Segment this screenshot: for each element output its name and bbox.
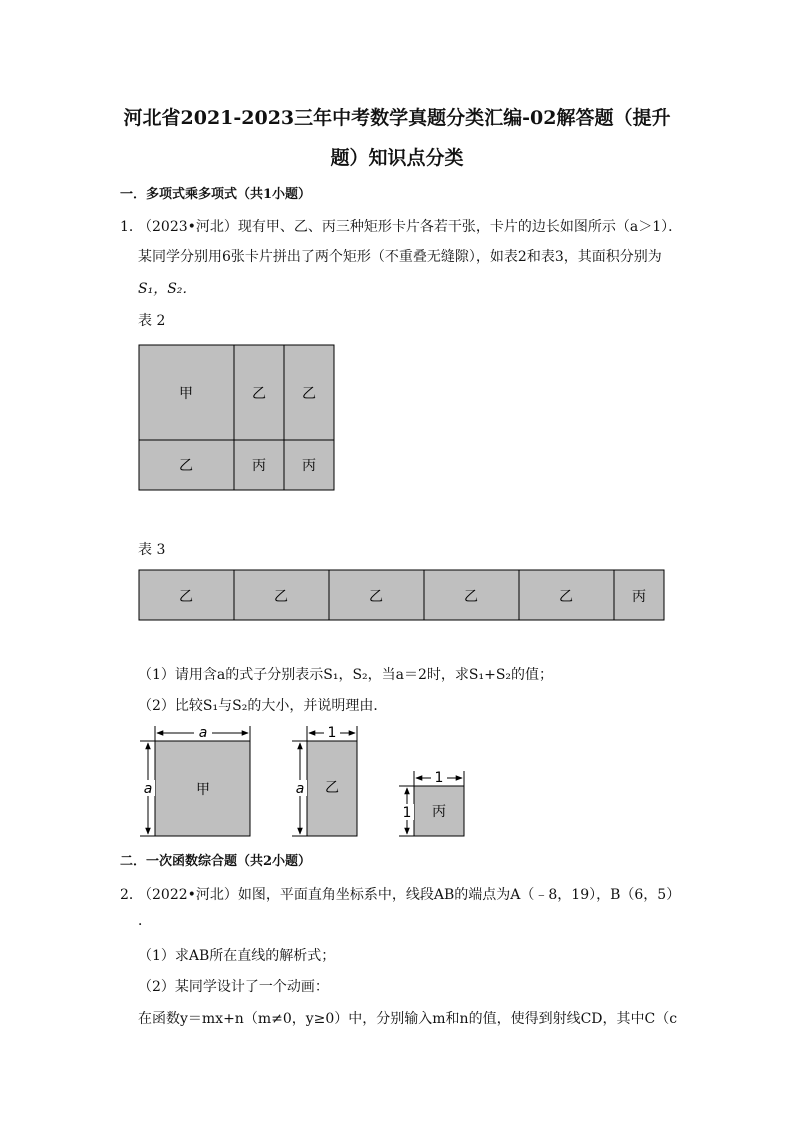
table3-label-yi-5: 乙 [559,589,573,605]
table-3-label: 表 3 [138,542,166,558]
card-jia-top-label: a [198,725,208,741]
q1-subquestion-1: （1）请用含a的式子分别表示S₁，S₂，当a＝2时，求S₁+S₂的值； [138,667,554,683]
q1-text-line-3: S₁，S₂． [138,281,197,297]
table2-label-yi-3: 乙 [179,458,193,474]
table3-label-yi-4: 乙 [464,589,478,605]
card-jia-label: 甲 [196,782,210,798]
table-2-label: 表 2 [138,313,166,329]
card-yi [292,725,357,836]
card-yi-top-label: 1 [327,725,337,741]
section-1-heading: 一．多项式乘多项式（共1小题） [120,187,312,202]
q1-number: 1． [120,219,143,235]
q1-text-line-1: （2023•河北）现有甲、乙、丙三种矩形卡片各若干张，卡片的边长如图所示（a＞1）． [138,219,683,235]
q2-number: 2． [120,887,143,903]
section-2-heading: 二．一次函数综合题（共2小题） [120,854,312,869]
q2-subquestion-2: （2）某同学设计了一个动画： [138,979,329,995]
table3-label-yi-1: 乙 [179,589,193,605]
q1-subquestion-2: （2）比较S₁与S₂的大小，并说明理由． [138,698,388,714]
card-yi-label: 乙 [325,780,339,796]
card-jia [140,725,250,836]
card-yi-side-label: a [295,781,305,797]
table-2-diagram [138,344,338,494]
document-title-line-1: 河北省2021-2023三年中考数学真题分类汇编-02解答题（提升 [123,107,671,129]
table3-label-yi-2: 乙 [274,589,288,605]
q1-text-line-2: 某同学分别用6张卡片拼出了两个矩形（不重叠无缝隙），如表2和表3，其面积分别为 [138,249,662,265]
document-title-line-2: 题）知识点分类 [330,147,464,169]
card-bing [399,770,464,836]
q2-subquestion-1: （1）求AB所在直线的解析式； [138,948,336,964]
table-3-diagram [138,569,668,623]
table2-label-bing-1: 丙 [252,458,266,474]
table2-label-yi-2: 乙 [302,386,316,402]
q2-text-line-1: （2022•河北）如图，平面直角坐标系中，线段AB的端点为A（﹣8，19），B（6，5） [138,887,681,903]
card-bing-top-label: 1 [434,770,444,786]
card-bing-side-label: 1 [402,805,412,821]
card-dimension-figure [130,722,480,842]
q2-text-line-2: ． [138,913,152,929]
card-jia-side-label: a [143,781,153,797]
table2-label-bing-2: 丙 [302,458,316,474]
table3-label-yi-3: 乙 [369,589,383,605]
q2-text-line-3: 在函数y＝mx+n（m≠0，y≥0）中，分别输入m和n的值，使得到射线CD，其中C（c [138,1011,678,1027]
table2-label-jia: 甲 [179,386,193,402]
card-bing-label: 丙 [432,804,446,820]
table2-label-yi-1: 乙 [252,386,266,402]
table3-label-bing: 丙 [632,589,646,605]
